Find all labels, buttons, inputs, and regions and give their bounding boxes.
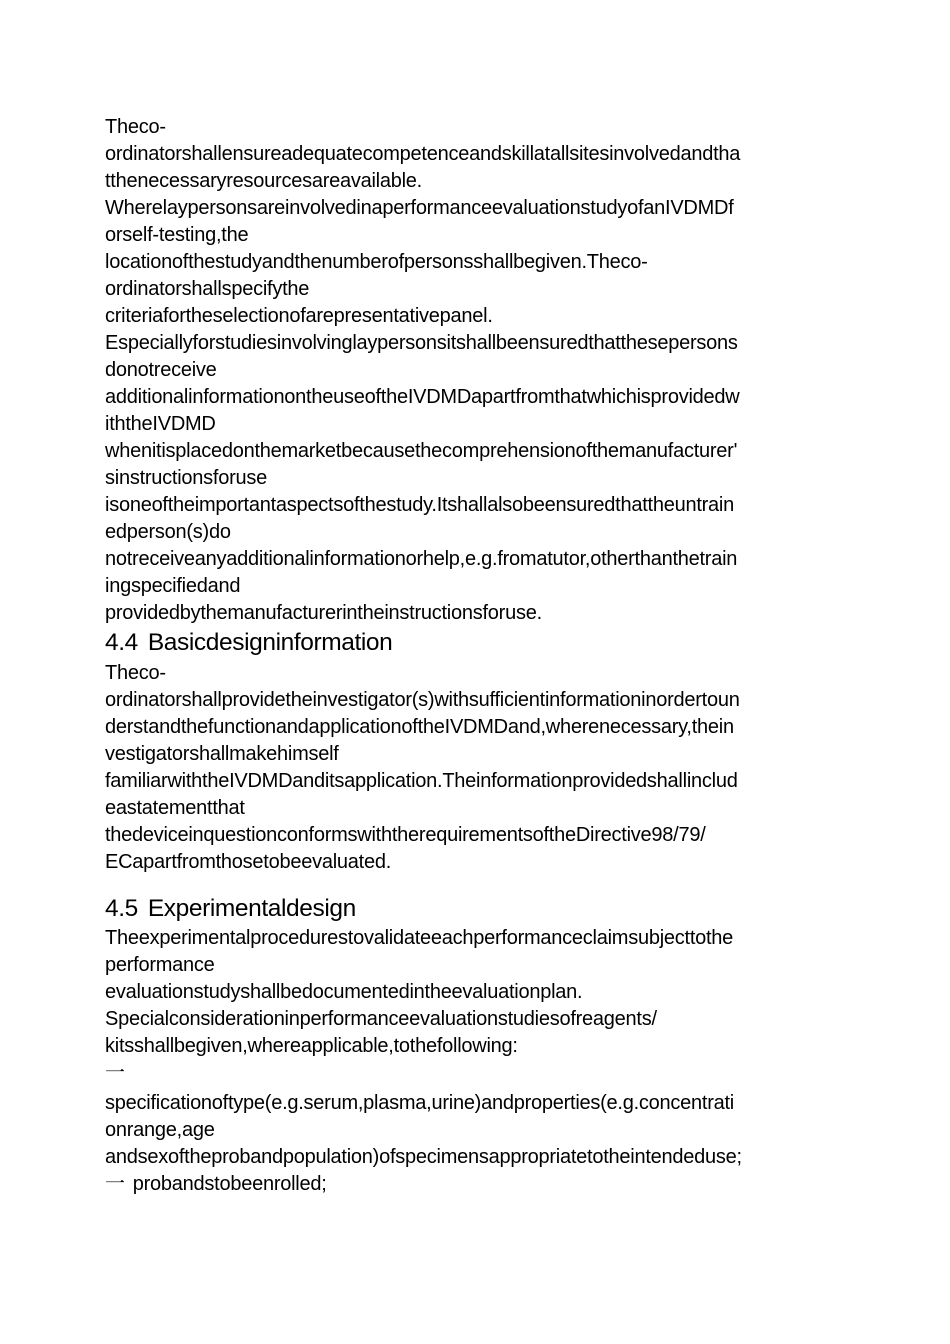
paragraph-line: kitsshallbegiven,whereapplicable,tothefollowing:	[105, 1035, 518, 1057]
paragraph-line: thedeviceinquestionconformswiththerequirementsoftheDirective98/79/	[105, 824, 706, 846]
bullet-item	[105, 1171, 845, 1198]
paragraph-line: derstandthefunctionandapplicationoftheIVDMDand,wherenecessary,thein	[105, 716, 734, 738]
paragraph-line: ordinatorshallspecifythe	[105, 278, 310, 300]
section-4-3-continued	[105, 114, 845, 627]
paragraph-line: notreceiveanyadditionalinformationorhelp,e.g.fromatutor,otherthanthetrain	[105, 548, 738, 570]
paragraph-line: WherelaypersonsareinvolvedinaperformanceevaluationstudyofanIVDMDf	[105, 197, 734, 219]
paragraph-line: tthenecessaryresourcesareavailable.	[105, 170, 422, 192]
paragraph-line: iththeIVDMD	[105, 413, 216, 435]
paragraph-line: eastatementthat	[105, 797, 245, 819]
dash-bullet-icon: 一	[105, 1062, 125, 1084]
paragraph-line: isoneoftheimportantaspectsofthestudy.Itshallalsobeensuredthattheuntrain	[105, 494, 734, 516]
paragraph-line: Especiallyforstudiesinvolvinglaypersonsitshallbeensuredthatthesepersons	[105, 332, 738, 354]
paragraph-line: ordinatorshallprovidetheinvestigator(s)withsufficientinformationinordertoun	[105, 689, 740, 711]
section-title: Basicdesigninformation	[147, 629, 393, 656]
section-heading	[105, 893, 845, 925]
paragraph-line: sinstructionsforuse	[105, 467, 267, 489]
dash-bullet-icon: 一	[105, 1173, 125, 1195]
paragraph-line: providedbythemanufacturerintheinstructionsforuse.	[105, 602, 542, 624]
section-title: Experimentaldesign	[147, 895, 356, 922]
paragraph-line: familiarwiththeIVDMDanditsapplication.Theinformationprovidedshallinclud	[105, 770, 738, 792]
bullet-line: onrange,age	[105, 1119, 215, 1141]
paragraph-line: ECapartfromthosetobeevaluated.	[105, 851, 392, 873]
paragraph-line: Theexperimentalprocedurestovalidateeachperformanceclaimsubjecttothe	[105, 927, 734, 949]
section-number: 4.5	[105, 895, 138, 922]
paragraph-line: Theco-	[105, 662, 166, 684]
section-4-5-heading	[105, 893, 845, 925]
bullet-item	[105, 1063, 845, 1085]
paragraph-line: whenitisplacedonthemarketbecausethecomprehensionofthemanufacturer'	[105, 440, 738, 462]
section-heading	[105, 627, 845, 659]
paragraph-line: evaluationstudyshallbedocumentedintheevaluationplan.	[105, 981, 583, 1003]
bullet-item-text	[105, 1090, 845, 1171]
paragraph-line: Theco-	[105, 116, 166, 138]
paragraph-line: ordinatorshallensureadequatecompetenceandskillatallsitesinvolvedandtha	[105, 143, 741, 165]
section-4-4-body	[105, 660, 845, 876]
paragraph-line: additionalinformationontheuseoftheIVDMDapartfromthatwhichisprovidedw	[105, 386, 740, 408]
section-number: 4.4	[105, 629, 138, 656]
paragraph-line: orself-testing,the	[105, 224, 249, 246]
paragraph-line: performance	[105, 954, 215, 976]
section-4-5-body	[105, 925, 845, 1060]
bullet-text: probandstobeenrolled;	[132, 1173, 327, 1195]
paragraph-line: edperson(s)do	[105, 521, 231, 543]
paragraph-line: Specialconsiderationinperformanceevaluationstudiesofreagents/	[105, 1008, 657, 1030]
bullet-line	[105, 1171, 845, 1198]
bullet-line: andsexoftheprobandpopulation)ofspecimensappropriatetotheintendeduse;	[105, 1146, 742, 1168]
section-4-4-heading	[105, 627, 845, 659]
paragraph-line: criteriafortheselectionofarepresentativepanel.	[105, 305, 493, 327]
paragraph-line: ingspecifiedand	[105, 575, 241, 597]
bullet-line: specificationoftype(e.g.serum,plasma,urine)andproperties(e.g.concentrati	[105, 1092, 735, 1114]
paragraph-line: donotreceive	[105, 359, 217, 381]
paragraph-line: locationofthestudyandthenumberofpersonsshallbegiven.Theco-	[105, 251, 648, 273]
paragraph-line: vestigatorshallmakehimself	[105, 743, 339, 765]
